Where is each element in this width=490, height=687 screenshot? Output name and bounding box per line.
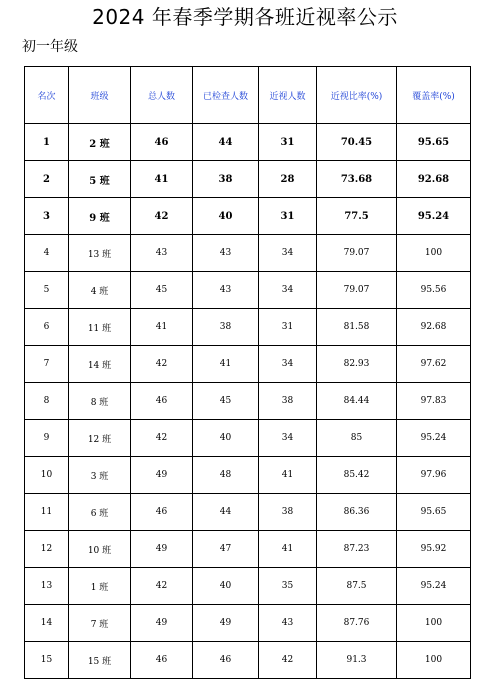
cell-class: 15 班 [69,642,131,679]
cell-class: 6 班 [69,494,131,531]
cell-checked: 40 [193,420,259,457]
cell-rank: 5 [25,272,69,309]
cell-total: 43 [131,235,193,272]
grade-label: 初一年级 [22,39,78,55]
cell-coverage: 95.92 [397,531,471,568]
table-row [25,309,471,346]
cell-checked: 49 [193,605,259,642]
col-header-coverage: 覆盖率(%) [397,67,471,124]
cell-checked: 44 [193,494,259,531]
cell-class: 4 班 [69,272,131,309]
cell-rank: 12 [25,531,69,568]
cell-coverage: 97.96 [397,457,471,494]
table-row [25,161,471,198]
cell-total: 42 [131,420,193,457]
cell-checked: 40 [193,198,259,235]
table-row [25,198,471,235]
cell-coverage: 95.24 [397,568,471,605]
cell-myopia-rate: 81.58 [317,309,397,346]
cell-class: 9 班 [69,198,131,235]
cell-coverage: 100 [397,235,471,272]
cell-checked: 38 [193,161,259,198]
cell-total: 41 [131,161,193,198]
cell-coverage: 92.68 [397,161,471,198]
table-row [25,494,471,531]
table-row [25,272,471,309]
cell-total: 42 [131,568,193,605]
cell-myopic: 34 [259,272,317,309]
cell-class: 10 班 [69,531,131,568]
table-row [25,346,471,383]
cell-myopic: 35 [259,568,317,605]
cell-myopic: 38 [259,494,317,531]
cell-class: 3 班 [69,457,131,494]
cell-rank: 9 [25,420,69,457]
cell-coverage: 97.83 [397,383,471,420]
col-header-total: 总人数 [131,67,193,124]
cell-myopia-rate: 77.5 [317,198,397,235]
table-header-row [25,67,471,124]
table-row [25,124,471,161]
cell-total: 49 [131,605,193,642]
cell-total: 41 [131,309,193,346]
myopia-rate-table [24,66,471,679]
cell-coverage: 100 [397,605,471,642]
cell-coverage: 92.68 [397,309,471,346]
cell-myopia-rate: 86.36 [317,494,397,531]
table-row [25,605,471,642]
cell-myopia-rate: 79.07 [317,272,397,309]
cell-rank: 15 [25,642,69,679]
cell-total: 46 [131,124,193,161]
cell-myopic: 38 [259,383,317,420]
cell-class: 12 班 [69,420,131,457]
table-row [25,568,471,605]
cell-rank: 11 [25,494,69,531]
cell-rank: 7 [25,346,69,383]
cell-total: 42 [131,198,193,235]
cell-class: 7 班 [69,605,131,642]
cell-class: 5 班 [69,161,131,198]
cell-checked: 46 [193,642,259,679]
cell-myopic: 41 [259,457,317,494]
cell-total: 46 [131,494,193,531]
cell-coverage: 95.56 [397,272,471,309]
cell-rank: 14 [25,605,69,642]
cell-myopic: 31 [259,309,317,346]
col-header-myopic: 近视人数 [259,67,317,124]
cell-rank: 4 [25,235,69,272]
cell-rank: 1 [25,124,69,161]
cell-checked: 41 [193,346,259,383]
cell-coverage: 95.24 [397,198,471,235]
cell-coverage: 95.65 [397,124,471,161]
cell-myopia-rate: 70.45 [317,124,397,161]
cell-class: 11 班 [69,309,131,346]
cell-myopia-rate: 87.76 [317,605,397,642]
cell-rank: 10 [25,457,69,494]
cell-total: 49 [131,531,193,568]
cell-checked: 47 [193,531,259,568]
col-header-rank: 名次 [25,67,69,124]
cell-myopic: 43 [259,605,317,642]
cell-myopia-rate: 87.23 [317,531,397,568]
page-title: 2024 年春季学期各班近视率公示 [92,5,398,29]
cell-class: 13 班 [69,235,131,272]
cell-checked: 45 [193,383,259,420]
cell-myopia-rate: 91.3 [317,642,397,679]
cell-class: 14 班 [69,346,131,383]
table-row [25,642,471,679]
cell-total: 42 [131,346,193,383]
cell-class: 2 班 [69,124,131,161]
cell-myopic: 34 [259,235,317,272]
cell-myopia-rate: 85.42 [317,457,397,494]
cell-checked: 38 [193,309,259,346]
cell-myopia-rate: 82.93 [317,346,397,383]
cell-rank: 3 [25,198,69,235]
cell-total: 49 [131,457,193,494]
cell-rank: 13 [25,568,69,605]
cell-checked: 43 [193,235,259,272]
cell-myopic: 28 [259,161,317,198]
cell-coverage: 97.62 [397,346,471,383]
table-row [25,235,471,272]
cell-coverage: 95.65 [397,494,471,531]
cell-rank: 6 [25,309,69,346]
col-header-checked: 已检查人数 [193,67,259,124]
cell-rank: 2 [25,161,69,198]
cell-myopic: 31 [259,124,317,161]
cell-class: 8 班 [69,383,131,420]
table-row [25,531,471,568]
cell-coverage: 95.24 [397,420,471,457]
table-row [25,457,471,494]
cell-checked: 48 [193,457,259,494]
cell-myopia-rate: 85 [317,420,397,457]
cell-class: 1 班 [69,568,131,605]
cell-myopia-rate: 87.5 [317,568,397,605]
cell-myopic: 41 [259,531,317,568]
cell-myopic: 42 [259,642,317,679]
cell-checked: 40 [193,568,259,605]
cell-rank: 8 [25,383,69,420]
cell-total: 46 [131,642,193,679]
cell-myopia-rate: 79.07 [317,235,397,272]
col-header-myopia-rate: 近视比率(%) [317,67,397,124]
cell-coverage: 100 [397,642,471,679]
cell-checked: 43 [193,272,259,309]
table-row [25,420,471,457]
cell-total: 45 [131,272,193,309]
cell-checked: 44 [193,124,259,161]
table-row [25,383,471,420]
cell-myopia-rate: 73.68 [317,161,397,198]
col-header-class: 班级 [69,67,131,124]
cell-myopia-rate: 84.44 [317,383,397,420]
cell-myopic: 34 [259,420,317,457]
cell-total: 46 [131,383,193,420]
cell-myopic: 31 [259,198,317,235]
cell-myopic: 34 [259,346,317,383]
